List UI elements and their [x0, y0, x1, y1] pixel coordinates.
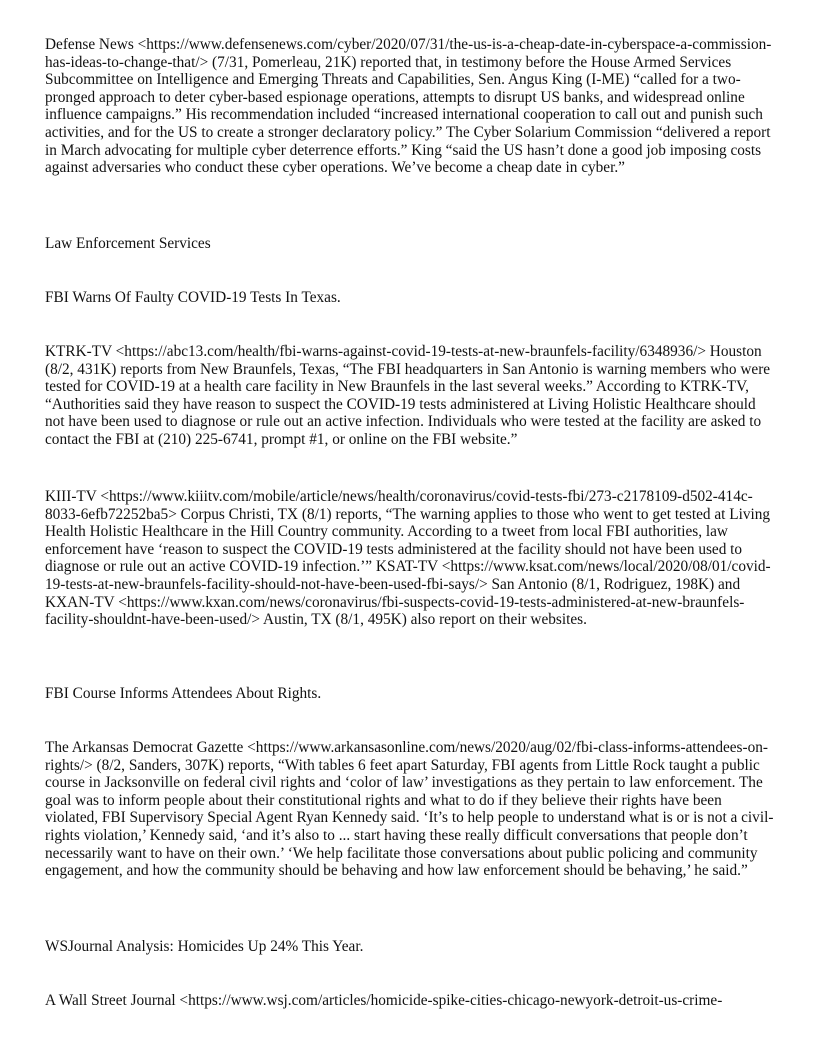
- headline-wsj-analysis: WSJournal Analysis: Homicides Up 24% This Year.: [45, 938, 364, 955]
- paragraph-arkansas: The Arkansas Democrat Gazette <https://www.arkansasonline.com/news/2020/aug/02/fbi-class-informs-attendees-on-rights/> (8/2, Sanders, 307K) reports, “With tables 6 feet apart Saturday, FBI agents from Little Rock taught a public course in Jacksonville on federal civil rights and ‘color of law’ investigations as they pertain to law enforcement. The goal was to inform people about their constitutional rights and what to do if they believe their rights have been violated, FBI Supervisory Special Agent Ryan Kennedy said. ‘It’s to help people to understand what is or is not a civil-rights violation,’ Kennedy said, ‘and it’s also to ... start having these really difficult conversations that people don’t necessarily want to have on their own.’ ‘We help facilitate those conversations about public policing and community engagement, and how the community should be behaving and how law enforcement should be behaving,’ he said.”: [45, 739, 774, 880]
- paragraph-wsj: A Wall Street Journal <https://www.wsj.com/articles/homicide-spike-cities-chicago-newyork-detroit-us-crime-: [45, 992, 723, 1009]
- paragraph-defense-news: Defense News <https://www.defensenews.com/cyber/2020/07/31/the-us-is-a-cheap-date-in-cyberspace-a-commission-has-ideas-to-change-that/> (7/31, Pomerleau, 21K) reported that, in testimony before the House Armed Services Subcommittee on Intelligence and Emerging Threats and Capabilities, Sen. Angus King (I-ME) “called for a two-pronged approach to deter cyber-based espionage operations, attempts to disrupt US banks, and widespread online influence campaigns.” His recommendation included “increased international cooperation to call out and punish such activities, and for the US to create a stronger declaratory policy.” The Cyber Solarium Commission “delivered a report in March advocating for multiple cyber deterrence efforts.” King “said the US hasn’t done a good job imposing costs against adversaries who conduct these cyber operations. We’ve become a cheap date in cyber.”: [45, 36, 772, 177]
- section-heading-law-enforcement: Law Enforcement Services: [45, 235, 211, 252]
- paragraph-kiii: KIII-TV <https://www.kiiitv.com/mobile/article/news/health/coronavirus/covid-tests-fbi/273-c2178109-d502-414c-8033-6efb72252ba5> Corpus Christi, TX (8/1) reports, “The warning applies to those who went to get tested at Living Health Holistic Healthcare in the Hill Country community. According to a tweet from local FBI authorities, law enforcement have ‘reason to suspect the COVID-19 tests administered at the facility should not have been used to diagnose or rule out an active COVID-19 infection.’” KSAT-TV <https://www.ksat.com/news/local/2020/08/01/covid-19-tests-at-new-braunfels-facility-should-not-have-been-used-fbi-says/> San Antonio (8/1, Rodriguez, 198K) and KXAN-TV <https://www.kxan.com/news/coronavirus/fbi-suspects-covid-19-tests-administered-at-new-braunfels-facility-shouldnt-have-been-used/> Austin, TX (8/1, 495K) also report on their websites.: [45, 488, 771, 629]
- headline-fbi-course: FBI Course Informs Attendees About Rights.: [45, 685, 322, 702]
- headline-fbi-warns: FBI Warns Of Faulty COVID-19 Tests In Texas.: [45, 289, 341, 306]
- paragraph-ktrk: KTRK-TV <https://abc13.com/health/fbi-warns-against-covid-19-tests-at-new-braunfels-facility/6348936/> Houston (8/2, 431K) reports from New Braunfels, Texas, “The FBI headquarters in San Antonio is warning members who were tested for COVID-19 at a health care facility in New Braunfels in the last several weeks.” According to KTRK-TV, “Authorities said they have reason to suspect the COVID-19 tests administered at Living Holistic Healthcare should not have been used to diagnose or rule out an active infection. Individuals who were tested at the facility are asked to contact the FBI at (210) 225-6741, prompt #1, or online on the FBI website.”: [45, 343, 771, 448]
